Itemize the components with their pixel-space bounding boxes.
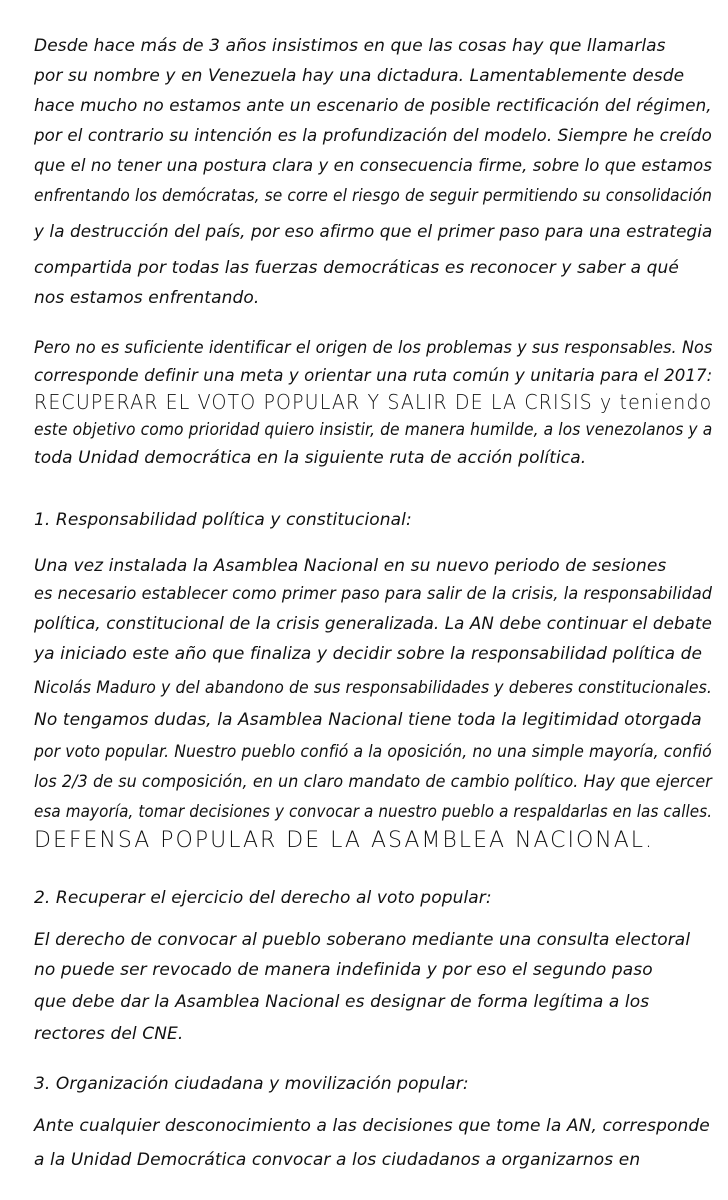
paragraph-1-line-9: nos estamos enfrentando. [34, 288, 260, 308]
paragraph-1-line-6: enfrentando los demócratas, se corre el riesgo de seguir permitiendo su consolidación [34, 186, 713, 206]
paragraph-1-line-8: compartida por todas las fuerzas democráticas es reconocer y saber a qué [34, 258, 679, 278]
section-2-line-2: no puede ser revocado de manera indefinida y por eso el segundo paso [34, 960, 653, 980]
section-1-line-3: política, constitucional de la crisis generalizada. La AN debe continuar el debate [34, 614, 712, 634]
paragraph-1-line-4: por el contrario su intención es la profundización del modelo. Siempre he creído [34, 126, 712, 146]
paragraph-2-line-3: RECUPERAR EL VOTO POPULAR Y SALIR DE LA CRISIS y teniendo [34, 390, 713, 414]
paragraph-2-line-4: este objetivo como prioridad quiero insistir, de manera humilde, a los venezolanos y a [34, 420, 713, 440]
section-2-heading: 2. Recuperar el ejercicio del derecho al voto popular: [34, 888, 492, 908]
section-3-line-1: Ante cualquier desconocimiento a las decisiones que tome la AN, corresponde [34, 1116, 710, 1136]
section-2-line-1: El derecho de convocar al pueblo soberano mediante una consulta electoral [34, 930, 691, 950]
paragraph-2-line-1: Pero no es suficiente identificar el origen de los problemas y sus responsables. Nos [34, 338, 713, 358]
section-1-heading: 1. Responsabilidad política y constitucional: [34, 510, 412, 530]
section-1-line-1: Una vez instalada la Asamblea Nacional en su nuevo periodo de sesiones [34, 556, 667, 576]
section-1-line-2: es necesario establecer como primer paso para salir de la crisis, la responsabilidad [34, 584, 713, 604]
paragraph-1-line-3: hace mucho no estamos ante un escenario de posible rectificación del régimen, [34, 96, 712, 116]
section-1-line-5: Nicolás Maduro y del abandono de sus responsabilidades y deberes constitucionales. [34, 678, 713, 698]
section-3-heading: 3. Organización ciudadana y movilización popular: [34, 1074, 469, 1094]
section-2-line-3: que debe dar la Asamblea Nacional es designar de forma legítima a los [34, 992, 650, 1012]
section-1-line-4: ya iniciado este año que finaliza y decidir sobre la responsabilidad política de [34, 644, 703, 664]
section-1-line-9: esa mayoría, tomar decisiones y convocar a nuestro pueblo a respaldarlas en las calles. [34, 802, 713, 822]
section-1-line-10: DEFENSA POPULAR DE LA ASAMBLEA NACIONAL. [34, 828, 655, 853]
paragraph-1-line-1: Desde hace más de 3 años insistimos en que las cosas hay que llamarlas [34, 36, 666, 56]
paragraph-1-line-7: y la destrucción del país, por eso afirmo que el primer paso para una estrategia [34, 222, 713, 242]
paragraph-2-line-5: toda Unidad democrática en la siguiente ruta de acción política. [34, 448, 587, 468]
section-1-line-7: por voto popular. Nuestro pueblo confió a la oposición, no una simple mayoría, confió [34, 742, 712, 762]
paragraph-1-line-5: que el no tener una postura clara y en consecuencia firme, sobre lo que estamos [34, 156, 713, 176]
section-3-line-2: a la Unidad Democrática convocar a los ciudadanos a organizarnos en [34, 1150, 641, 1170]
section-1-line-6: No tengamos dudas, la Asamblea Nacional tiene toda la legitimidad otorgada [34, 710, 702, 730]
paragraph-1-line-2: por su nombre y en Venezuela hay una dictadura. Lamentablemente desde [34, 66, 685, 86]
section-1-line-8: los 2/3 de su composición, en un claro mandato de cambio político. Hay que ejercer [34, 772, 712, 792]
paragraph-2-line-2: corresponde definir una meta y orientar una ruta común y unitaria para el 2017: [34, 366, 713, 386]
section-2-line-4: rectores del CNE. [34, 1024, 184, 1044]
